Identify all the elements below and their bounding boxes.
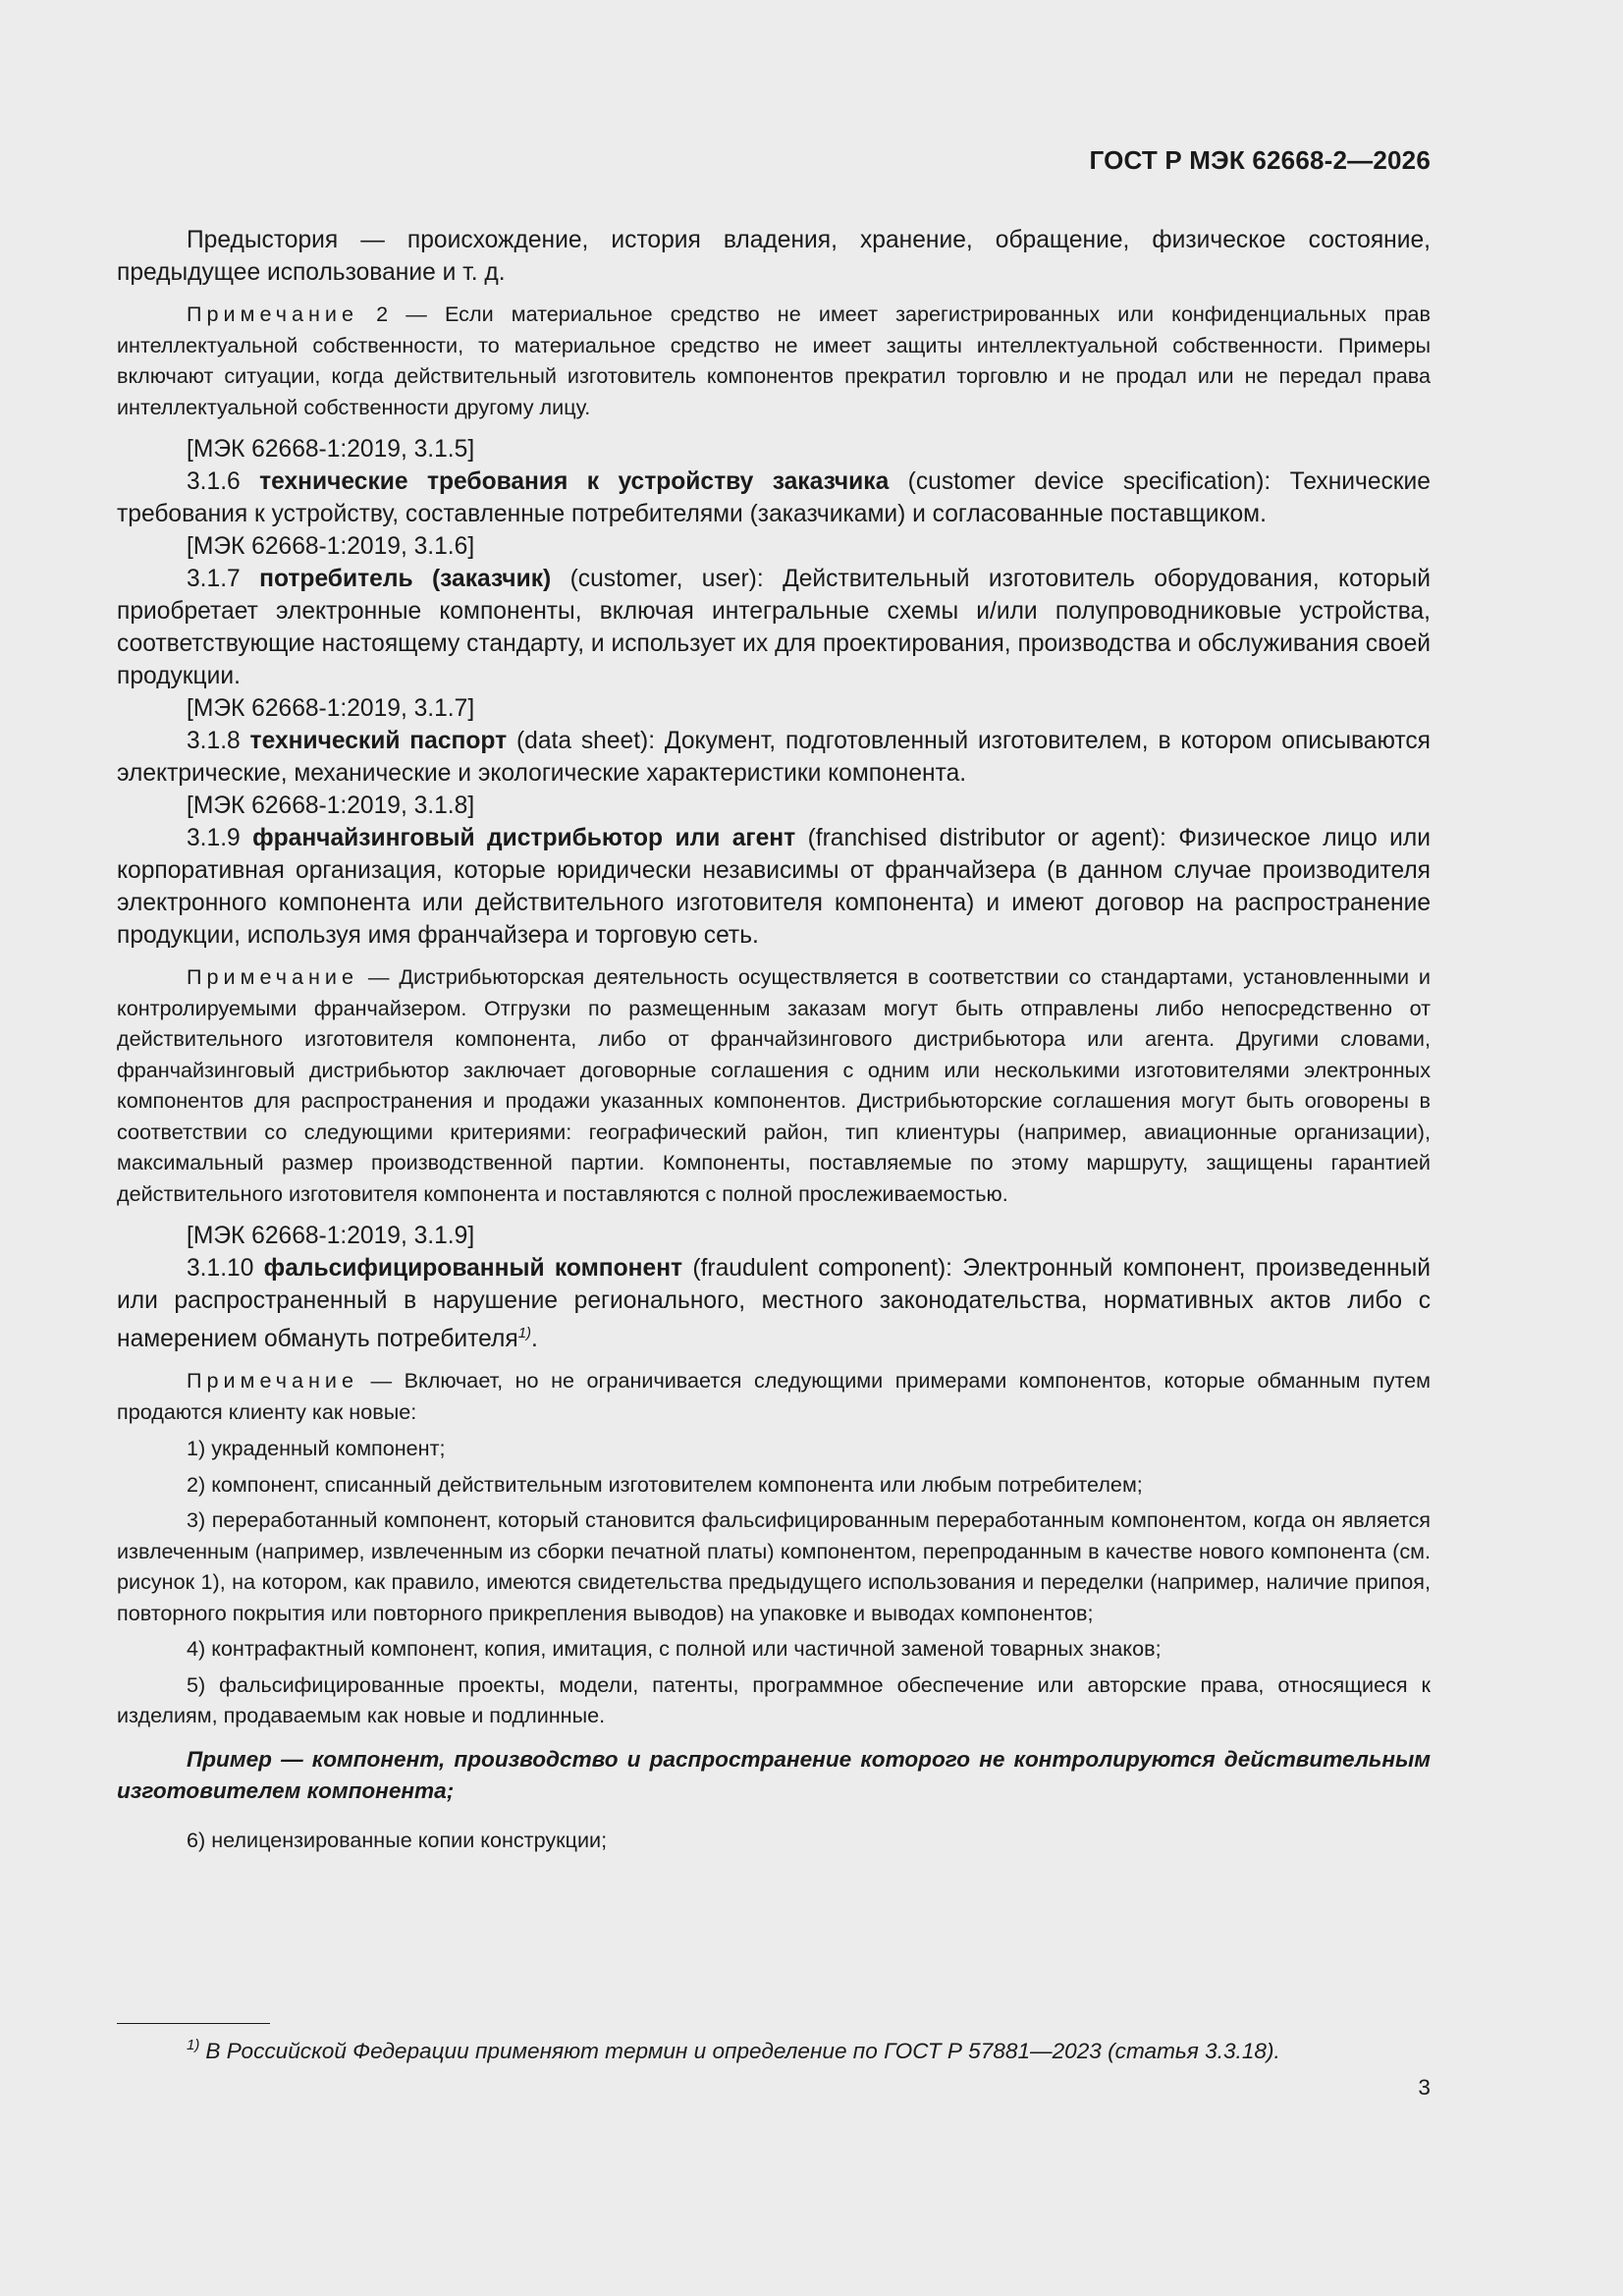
standard-designation: ГОСТ Р МЭК 62668-2—2026 [1089, 145, 1431, 175]
clause-number: 3.1.9 [187, 825, 253, 851]
note-label: Примечание [187, 301, 358, 326]
footnote-reference[interactable]: 1) [517, 1325, 532, 1341]
reference-3-1-8: [МЭК 62668-1:2019, 3.1.8] [187, 793, 475, 819]
list-item: 1) украденный компонент; [187, 1436, 446, 1460]
definition-3-1-7 [117, 563, 1431, 692]
term: технический паспорт [249, 728, 508, 754]
clause-number: 3.1.7 [187, 566, 260, 592]
note-text: — Включает, но не ограничивается следующими примерами компонентов, которые обманным путем продаются клиенту как новые: [117, 1368, 1431, 1424]
definition-3-1-6 [117, 465, 1431, 530]
list-item: 5) фальсифицированные проекты, модели, патенты, программное обеспечение или авторские права, относящиеся к изделиям, продаваемым как новые и подлинные. [117, 1671, 1431, 1727]
clause-number: 3.1.6 [187, 468, 260, 495]
definition-text: (customer, user): Действительный изготовитель оборудования, который приобретает электронные компоненты, включая интегральные схемы и/или полупроводниковые устройства, соответствующие настоящему стандарту, и использует их для проектирования, производства и обслуживания своей продукции. [117, 566, 1431, 689]
definition-end: . [531, 1326, 538, 1352]
list-item: 4) контрафактный компонент, копия, имитация, с полной или частичной заменой товарных знаков; [187, 1636, 1162, 1661]
list-item: 3) переработанный компонент, который становится фальсифицированным переработанным компонентом, когда он является извлеченным (например, извлеченным из сборки печатной платы) компонентом, перепроданным в качестве нового компонента (см. рисунок 1), на котором, как правило, имеются свидетельства предыдущего использования и переделки (например, наличие припоя, повторного покрытия или повторного прикрепления выводов) на упаковке и выводах компонентов; [117, 1507, 1431, 1625]
page-number: 3 [1418, 2075, 1431, 2100]
footnote-mark: 1) [187, 2037, 200, 2053]
reference-3-1-6: [МЭК 62668-1:2019, 3.1.6] [187, 533, 475, 560]
definition-3-1-9 [117, 822, 1431, 952]
provenance-paragraph: Предыстория — происхождение, история владения, хранение, обращение, физическое состояние, предыдущее использование и т. д. [117, 227, 1431, 286]
term: фальсифицированный компонент [263, 1255, 683, 1282]
definition-3-1-10 [117, 1252, 1431, 1355]
list-item: 2) компонент, списанный действительным изготовителем компонента или любым потребителем; [187, 1471, 1143, 1497]
term: потребитель (заказчик) [259, 566, 552, 592]
term: технические требования к устройству заказчика [259, 468, 890, 495]
note-text: — Дистрибьюторская деятельность осуществляется в соответствии со стандартами, установленными и контролируемыми франчайзером. Отгрузки по размещенным заказам могут быть отправлены либо непосредственно от действительного изготовителя компонента, либо от франчайзингового дистрибьютора или агента. Другими словами, франчайзинговый дистрибьютор заключает договорные соглашения с одним или несколькими изготовителями электронных компонентов для распространения и продажи указанных компонентов. Дистрибьюторские соглашения могут быть оговорены в соответствии со следующими критериями: географический район, тип клиентуры (например, авиационные организации), максимальный размер производственной партии. Компоненты, поставляемые по этому маршруту, защищены гарантией действительного изготовителя компонента и поставляются с полной прослеживаемостью. [117, 964, 1431, 1206]
definition-text: (data sheet): Документ, подготовленный изготовителем, в котором описываются электрические, механические и экологические характеристики компонента. [117, 728, 1431, 787]
example-paragraph: Пример — компонент, производство и распространение которого не контролируются действительным изготовителем компонента; [117, 1746, 1431, 1803]
note-3-1-9 [117, 961, 1431, 1209]
definition-text: (customer device specification): Технические требования к устройству, составленные потребителями (заказчиками) и согласованные поставщиком. [117, 468, 1431, 527]
reference-3-1-9: [МЭК 62668-1:2019, 3.1.9] [187, 1223, 475, 1249]
footnote [187, 2031, 1280, 2066]
footnote-separator [117, 2023, 270, 2024]
footnote-text: В Российской Федерации применяют термин и определение по ГОСТ Р 57881—2023 (статья 3.3.18). [205, 2039, 1280, 2063]
clause-number: 3.1.10 [187, 1255, 264, 1282]
page-body [117, 224, 1431, 1860]
note-2 [117, 299, 1431, 422]
definition-text: (fraudulent component): Электронный компонент, произведенный или распространенный в нарушение регионального, местного законодательства, нормативных актов либо с намерением обмануть потребителя [117, 1255, 1431, 1352]
definition-text: (franchised distributor or agent): Физическое лицо или корпоративная организация, которые юридически независимы от франчайзера (в данном случае производителя электронного компонента или действительного изготовителя компонента) и имеют договор на распространение продукции, используя имя франчайзера и торговую сеть. [117, 825, 1431, 949]
clause-number: 3.1.8 [187, 728, 250, 754]
term: франчайзинговый дистрибьютор или агент [252, 825, 796, 851]
note-text: 2 — Если материальное средство не имеет зарегистрированных или конфиденциальных прав интеллектуальной собственности, то материальное средство не имеет защиты интеллектуальной собственности. Примеры включают ситуации, когда действительный изготовитель компонентов прекратил торговлю и не продал или не передал права интеллектуальной собственности другому лицу. [117, 301, 1431, 419]
reference-3-1-7: [МЭК 62668-1:2019, 3.1.7] [187, 695, 475, 722]
reference-3-1-5: [МЭК 62668-1:2019, 3.1.5] [187, 436, 475, 463]
note-label: Примечание [187, 964, 358, 989]
note-label: Примечание [187, 1368, 358, 1393]
note-3-1-10 [117, 1365, 1431, 1427]
definition-3-1-8 [117, 725, 1431, 790]
list-item: 6) нелицензированные копии конструкции; [187, 1827, 608, 1852]
